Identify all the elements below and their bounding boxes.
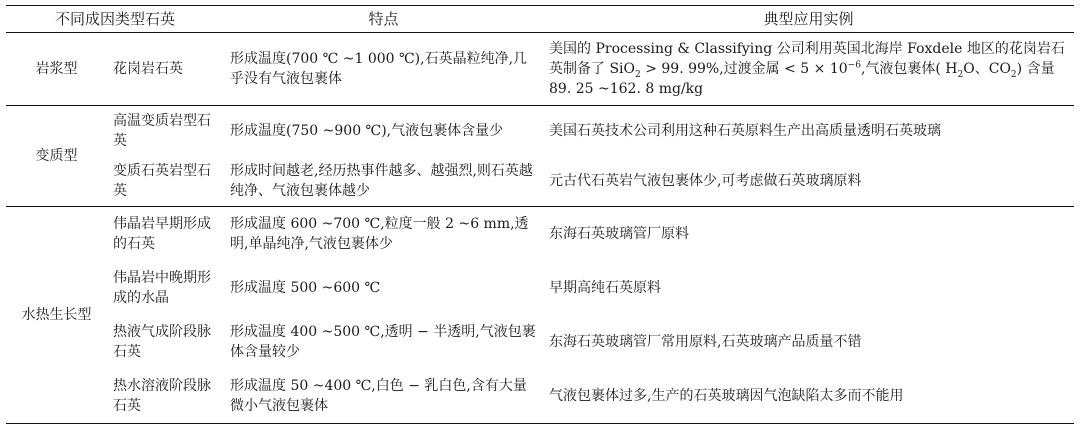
application-cell: 东海石英玻璃管厂原料 [549, 226, 690, 242]
header-features: 特点 [224, 6, 543, 33]
application-cell [543, 33, 1074, 106]
application-cell: 早期高纯石英原料 [549, 280, 662, 296]
features-cell: 形成温度 500 ~600 ℃ [230, 280, 381, 296]
features-cell: 形成温度 600 ~700 ℃,粒度一般 2 ~6 mm,透明,单晶纯净,气液包裹体少 [230, 216, 529, 252]
group-label-hydrothermal: 水热生长型 [6, 207, 107, 424]
application-cell: 美国石英技术公司利用这种石英原料生产出高质量透明石英玻璃 [549, 123, 942, 139]
application-text: 美国的 Processing & Classifying 公司利用英国北海岸 Foxdele 地区的花岗岩石英制备了 SiO [549, 41, 1065, 77]
superscript: −6 [847, 60, 861, 71]
subtype-cell: 高温变质岩型石英 [113, 113, 211, 149]
application-text: ,气液包裹体( H [860, 61, 958, 77]
application-cell: 元古代石英岩气液包裹体少,可考虑做石英玻璃原料 [543, 156, 1074, 207]
subscript: 2 [957, 69, 964, 80]
application-cell: 气液包裹体过多,生产的石英玻璃因气泡缺陷太多而不能用 [543, 369, 1074, 424]
table-row [6, 261, 1074, 315]
header-category: 不同成因类型石英 [6, 6, 224, 33]
table-row [6, 315, 1074, 369]
application-text: O、CO [963, 61, 1011, 77]
application-text: > 99. 99%,过渡金属 < 5 × 10 [640, 61, 848, 77]
group-label-metamorphic: 变质型 [6, 106, 107, 207]
subtype-cell: 伟晶岩早期形成的石英 [113, 216, 211, 252]
subtype-cell: 花岗岩石英 [107, 33, 224, 106]
application-text: ) 含量 89. 25 ~162. 8 mg/kg [549, 61, 1055, 97]
application-cell: 东海石英玻璃管厂常用原料,石英玻璃产品质量不错 [549, 334, 862, 350]
subtype-cell: 变质石英岩型石英 [107, 156, 224, 207]
features-cell: 形成温度 50 ~400 ℃,白色 − 乳白色,含有大量微小气液包裹体 [224, 369, 543, 424]
table-row [6, 33, 1074, 106]
group-label-magmatic: 岩浆型 [6, 33, 107, 106]
table-row [6, 369, 1074, 424]
features-cell: 形成温度(750 ~900 ℃),气液包裹体含量少 [230, 123, 504, 139]
table-header-row [6, 6, 1074, 33]
features-cell: 形成温度 400 ~500 ℃,透明 − 半透明,气液包裹体含量较少 [230, 324, 536, 360]
table-row [6, 106, 1074, 157]
features-cell: 形成温度(700 ℃ ~1 000 ℃),石英晶粒纯净,几乎没有气液包裹体 [224, 33, 543, 106]
subscript: 2 [1010, 69, 1017, 80]
features-cell: 形成时间越老,经历热事件越多、越强烈,则石英越纯净、气液包裹体越少 [224, 156, 543, 207]
header-applications: 典型应用实例 [543, 6, 1074, 33]
quartz-genetic-types-table [6, 5, 1074, 424]
subtype-cell: 热液气成阶段脉石英 [113, 324, 211, 360]
subscript: 2 [635, 69, 641, 80]
table-row [6, 156, 1074, 207]
table-row [6, 207, 1074, 262]
subtype-cell: 热水溶液阶段脉石英 [107, 369, 224, 424]
subtype-cell: 伟晶岩中晚期形成的水晶 [113, 270, 211, 306]
